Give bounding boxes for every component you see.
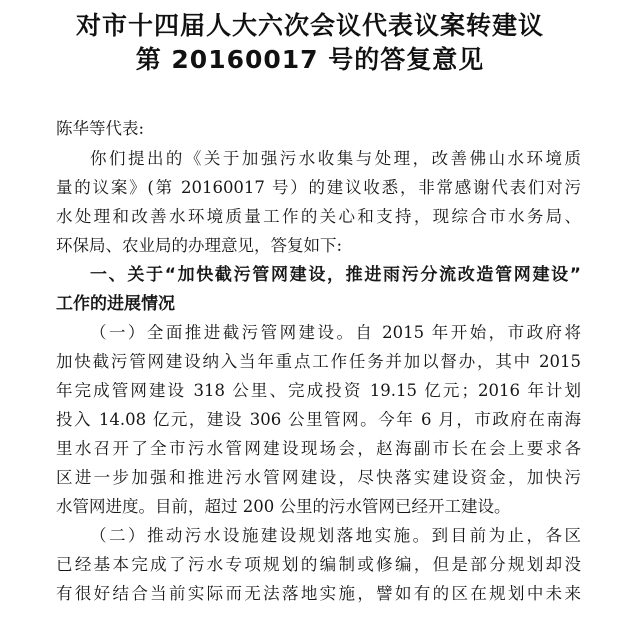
- paragraph-1-line: 量的议案》(第 20160017 号）的建议收悉，非常感谢代表们对污: [56, 178, 581, 197]
- section-heading-1-line: 一、关于“加快截污管网建设，推进雨污分流改造管网建设”: [90, 265, 581, 285]
- paragraph-2-line: 年完成管网建设 318 公里、完成投资 19.15 亿元；2016 年计划: [56, 381, 581, 400]
- document-title-line-1: 对市十四届人大六次会议代表议案转建议: [75, 11, 544, 40]
- document-title-line-2: 第 20160017 号的答复意见: [135, 45, 485, 74]
- salutation: 陈华等代表:: [56, 119, 145, 138]
- paragraph-1-line: 水处理和改善水环境质量工作的关心和支持，现综合市水务局、: [56, 207, 581, 226]
- paragraph-2-line: 里水召开了全市污水管网建设现场会，赵海副市长在会上要求各: [56, 439, 581, 458]
- paragraph-1-line: 环保局、农业局的办理意见，答复如下:: [56, 236, 343, 255]
- paragraph-2-line: 加快截污管网建设纳入当年重点工作任务并加以督办，其中 2015: [56, 352, 581, 371]
- paragraph-3-line: 有很好结合当前实际而无法落地实施，譬如有的区在规划中未来: [56, 584, 581, 603]
- section-heading-1-line: 工作的进展情况: [56, 294, 175, 314]
- paragraph-2-line: （一）全面推进截污管网建设。自 2015 年开始，市政府将: [90, 323, 581, 342]
- paragraph-1-line: 你们提出的《关于加强污水收集与处理，改善佛山水环境质: [90, 149, 581, 168]
- paragraph-2-line: 投入 14.08 亿元，建设 306 公里管网。今年 6 月，市政府在南海: [56, 410, 581, 429]
- paragraph-3-line: （二）推动污水设施建设规划落地实施。到目前为止，各区: [90, 526, 581, 545]
- paragraph-2-line: 区进一步加强和推进污水管网建设，尽快落实建设资金，加快污: [56, 468, 581, 487]
- paragraph-3-line: 已经基本完成了污水专项规划的编制或修编，但是部分规划却没: [56, 555, 581, 574]
- paragraph-2-line: 水管网进度。目前，超过 200 公里的污水管网已经开工建设。: [56, 497, 511, 516]
